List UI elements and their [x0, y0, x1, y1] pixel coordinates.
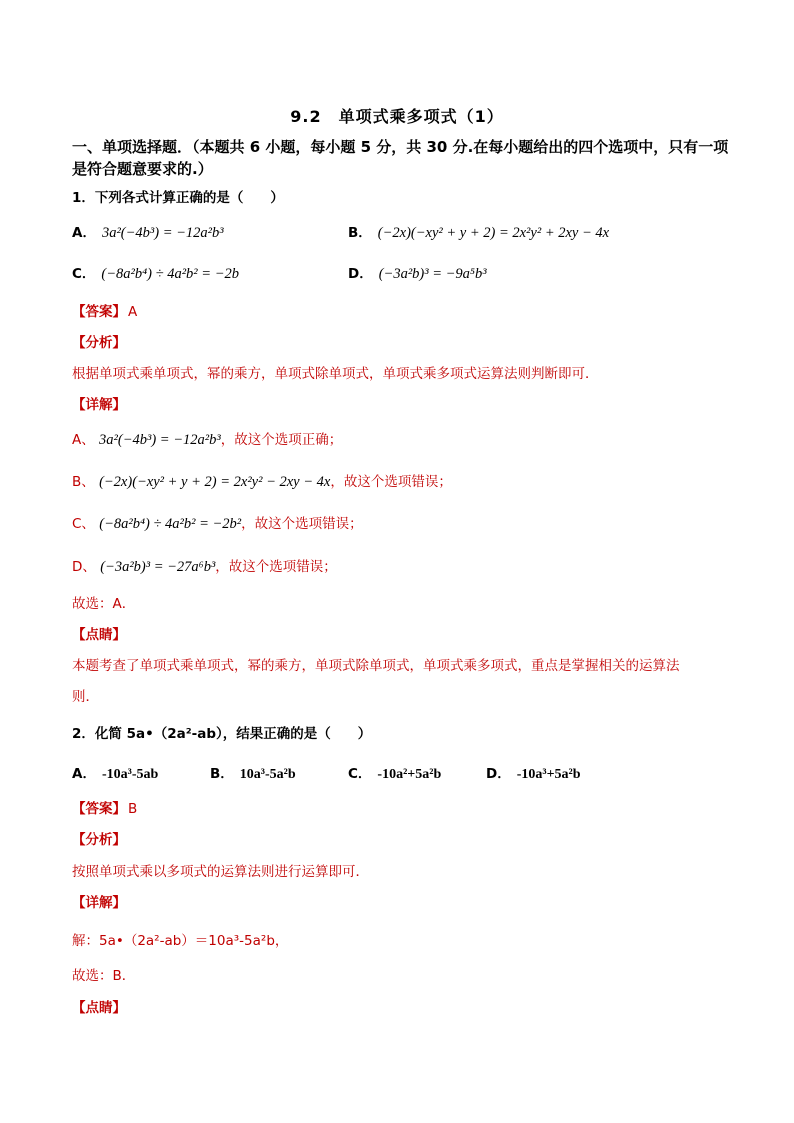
q1-comment-line-1: 本题考查了单项式乘单项式，幂的乘方，单项式除单项式，单项式乘多项式，重点是掌握相关的运算法 [72, 658, 680, 674]
option-expr: -10a³-5ab [101, 767, 159, 782]
q2-detail-tag: 【详解】 [72, 895, 126, 911]
option-label: C． [348, 766, 372, 782]
answer-value: B [128, 801, 138, 817]
option-label: C． [72, 266, 96, 282]
q1-detail-d [72, 555, 337, 576]
answer-tag: 【答案】 [72, 801, 126, 817]
q2-solution: 解：5a•（2a²-ab）＝10a³-5a²b， [72, 933, 289, 949]
detail-expr: (−2x)(−xy² + y + 2) = 2x²y² − 2xy − 4x [99, 474, 331, 490]
q2-comment-tag: 【点睛】 [72, 1000, 126, 1016]
q1-choose: 故选：A． [72, 596, 136, 612]
q2-option-b[interactable] [210, 762, 296, 783]
option-label: D． [348, 266, 373, 282]
q1-option-a[interactable] [72, 221, 224, 242]
q1-option-b[interactable] [348, 221, 609, 242]
section-heading: 一、单项选择题．（本题共 6 小题，每小题 5 分，共 30 分.在每小题给出的四个选项中，只有一项是符合题意要求的.） [72, 138, 729, 178]
q2-option-d[interactable] [486, 762, 581, 783]
option-expr: 10a³-5a²b [239, 767, 296, 782]
option-label: D． [486, 766, 511, 782]
q1-analysis-text: 根据单项式乘单项式，幂的乘方，单项式除单项式，单项式乘多项式运算法则判断即可． [72, 366, 599, 382]
option-expr: -10a³+5a²b [516, 767, 581, 782]
q1-option-d[interactable] [348, 262, 487, 283]
option-label: B． [348, 225, 372, 241]
q2-answer [72, 797, 137, 817]
option-label: A． [72, 766, 96, 782]
q1-detail-c [72, 512, 363, 533]
option-label: B． [210, 766, 234, 782]
question-2-stem: 2．化简 5a•（2a²-ab），结果正确的是（ ） [72, 726, 372, 742]
q1-comment-tag: 【点睛】 [72, 627, 126, 643]
q2-choose: 故选：B． [72, 968, 136, 984]
option-expr: (−8a²b⁴) ÷ 4a²b² = −2b [101, 266, 239, 282]
detail-label: C、 [72, 516, 95, 532]
page-title: 9.2 单项式乘多项式（1） [290, 107, 504, 126]
detail-expr: 3a²(−4b³) = −12a²b³ [99, 432, 221, 448]
detail-label: D、 [72, 559, 96, 575]
q1-answer [72, 300, 137, 320]
q1-detail-b [72, 470, 452, 491]
answer-tag: 【答案】 [72, 304, 126, 320]
detail-note: ，故这个选项错误； [215, 559, 337, 575]
option-label: A． [72, 225, 96, 241]
q2-option-a[interactable] [72, 762, 158, 783]
q2-analysis-tag: 【分析】 [72, 832, 126, 848]
answer-value: A [128, 304, 138, 320]
q1-comment-line-2: 则． [72, 689, 99, 705]
option-expr: (−3a²b)³ = −9a⁵b³ [378, 266, 487, 282]
option-expr: 3a²(−4b³) = −12a²b³ [101, 225, 224, 241]
option-expr: -10a²+5a²b [377, 767, 442, 782]
q1-detail-tag: 【详解】 [72, 397, 126, 413]
q1-detail-a [72, 428, 342, 449]
option-expr: (−2x)(−xy² + y + 2) = 2x²y² + 2xy − 4x [377, 225, 610, 241]
detail-label: A、 [72, 432, 95, 448]
detail-note: ，故这个选项错误； [330, 474, 452, 490]
detail-expr: (−3a²b)³ = −27a⁶b³ [100, 559, 216, 575]
q2-option-c[interactable] [348, 762, 441, 783]
q2-analysis-text: 按照单项式乘以多项式的运算法则进行运算即可． [72, 864, 369, 880]
detail-label: B、 [72, 474, 95, 490]
question-1-stem: 1．下列各式计算正确的是（ ） [72, 190, 284, 206]
q1-option-c[interactable] [72, 262, 239, 283]
detail-note: ，故这个选项正确； [220, 432, 343, 448]
detail-note: ，故这个选项错误； [241, 516, 363, 532]
q1-analysis-tag: 【分析】 [72, 335, 126, 351]
detail-expr: (−8a²b⁴) ÷ 4a²b² = −2b² [99, 516, 242, 532]
